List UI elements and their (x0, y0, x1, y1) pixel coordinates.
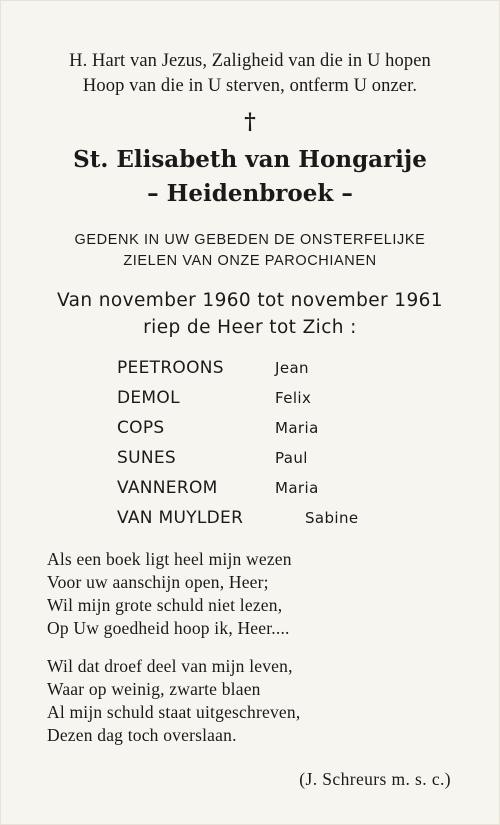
poem-line: Waar op weinig, zwarte blaen (47, 679, 261, 699)
poem-line: Dezen dag toch overslaan. (47, 725, 237, 745)
first-name: Paul (275, 449, 308, 467)
surname: DEMOL (117, 388, 180, 408)
poem-line: Wil dat droef deel van mijn leven, (47, 656, 293, 676)
poem-stanza (47, 655, 300, 747)
prayer-request-line: GEDENK IN UW GEBEDEN DE ONSTERFELIJKE (74, 232, 426, 248)
surname: COPS (117, 418, 165, 438)
parish-name: St. Elisabeth van Hongarije (73, 146, 427, 173)
first-name: Maria (275, 479, 319, 497)
prayer-request-line: ZIELEN VAN ONZE PAROCHIANEN (123, 253, 377, 269)
cross-icon: † (244, 109, 256, 135)
poem-author: (J. Schreurs m. s. c.) (299, 769, 451, 789)
invocation (1, 49, 499, 99)
first-name: Maria (275, 419, 319, 437)
parish-heading (1, 143, 499, 211)
surname: VANNEROM (117, 478, 218, 498)
first-name: Felix (275, 389, 312, 407)
surname: PEETROONS (117, 358, 224, 378)
surname: SUNES (117, 448, 176, 468)
prayer-request (1, 230, 499, 272)
poem-line: Als een boek ligt heel mijn wezen (47, 549, 292, 569)
surname: VAN MUYLDER (117, 508, 244, 528)
period-line: riep de Heer tot Zich : (143, 317, 357, 338)
parish-location: – Heidenbroek – (147, 180, 353, 207)
invocation-line: H. Hart van Jezus, Zaligheid van die in U hopen (69, 51, 431, 71)
poem-line: Al mijn schuld staat uitgeschreven, (47, 702, 301, 722)
poem-stanza (47, 548, 300, 640)
first-name: Sabine (305, 509, 359, 527)
invocation-line: Hoop van die in U sterven, ontferm U onzer. (82, 76, 418, 96)
poem-line: Op Uw goedheid hoop ik, Heer.... (47, 618, 290, 638)
period-statement (1, 287, 499, 341)
period-line: Van november 1960 tot november 1961 (57, 290, 443, 311)
poem-line: Wil mijn grote schuld niet lezen, (47, 595, 283, 615)
poem (47, 548, 300, 762)
poem-line: Voor uw aanschijn open, Heer; (47, 572, 269, 592)
first-name: Jean (275, 359, 309, 377)
